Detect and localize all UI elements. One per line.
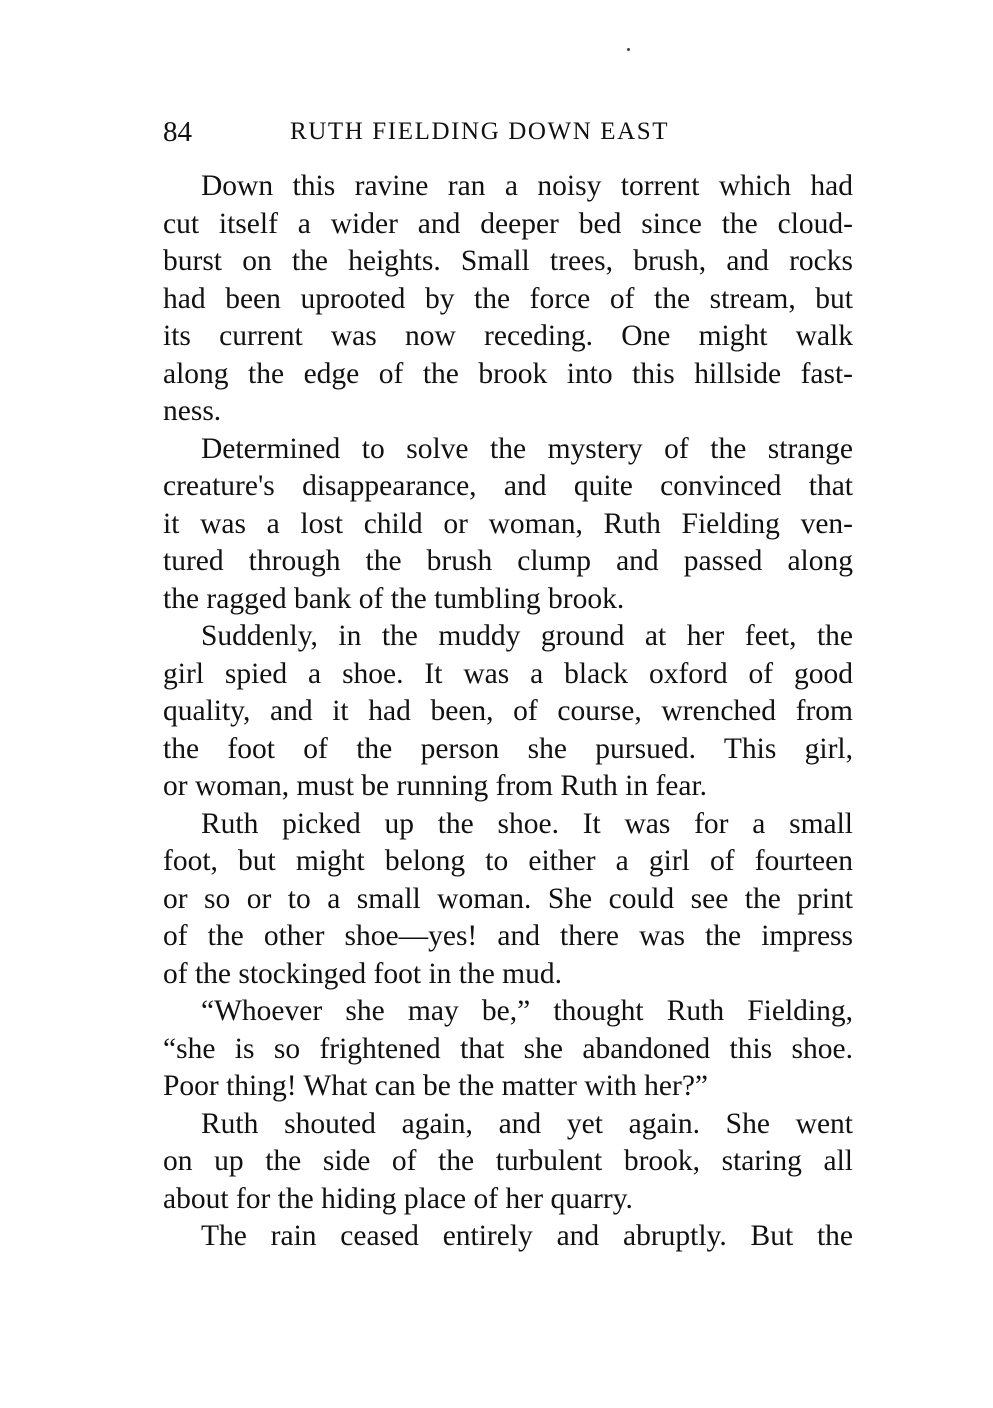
text-line: “she is so frightened that she abandoned this shoe. — [163, 1032, 853, 1065]
text-line: Ruth picked up the shoe. It was for a small — [201, 807, 853, 840]
text-line: it was a lost child or woman, Ruth Fielding ven- — [163, 507, 853, 540]
text-line: cut itself a wider and deeper bed since the cloud- — [163, 207, 853, 240]
paragraph — [163, 1218, 853, 1256]
text-line: or woman, must be running from Ruth in fear. — [163, 770, 708, 802]
running-title: RUTH FIELDING DOWN EAST — [290, 118, 670, 145]
paragraph — [163, 168, 853, 431]
text-line: of the other shoe—yes! and there was the impress — [163, 920, 853, 952]
text-line: The rain ceased entirely and abruptly. But the — [201, 1220, 853, 1252]
text-line: about for the hiding place of her quarry. — [163, 1182, 633, 1215]
text-line: Poor thing! What can be the matter with her?” — [163, 1070, 709, 1102]
text-line: on up the side of the turbulent brook, staring all — [163, 1145, 853, 1177]
text-line: Determined to solve the mystery of the strange — [201, 432, 853, 465]
paragraph — [163, 993, 853, 1106]
text-line: its current was now receding. One might walk — [163, 320, 853, 352]
paragraph — [163, 806, 853, 994]
text-line: foot, but might belong to either a girl of fourteen — [163, 845, 853, 877]
paragraph — [163, 431, 853, 619]
text-line: Ruth shouted again, and yet again. She went — [201, 1107, 853, 1140]
text-line: Down this ravine ran a noisy torrent which had — [201, 170, 853, 202]
text-line: girl spied a shoe. It was a black oxford of good — [163, 657, 853, 690]
text-line: or so or to a small woman. She could see the print — [163, 882, 853, 915]
ink-speck — [627, 48, 630, 51]
text-line: tured through the brush clump and passed along — [163, 545, 853, 577]
page-header — [163, 116, 853, 156]
text-line: the ragged bank of the tumbling brook. — [163, 582, 625, 615]
text-line: along the edge of the brook into this hillside fast- — [163, 357, 853, 390]
text-line: Suddenly, in the muddy ground at her feet, the — [201, 620, 853, 652]
page-number: 84 — [163, 116, 192, 148]
paragraph — [163, 618, 853, 806]
body-text — [163, 168, 853, 1256]
text-line: the foot of the person she pursued. This girl, — [163, 732, 853, 765]
text-line: ness. — [163, 395, 222, 427]
text-line: burst on the heights. Small trees, brush, and rocks — [163, 245, 853, 277]
text-line: creature's disappearance, and quite convinced that — [163, 470, 853, 502]
text-line: “Whoever she may be,” thought Ruth Fielding, — [201, 995, 853, 1027]
text-line: quality, and it had been, of course, wrenched from — [163, 695, 853, 727]
paragraph — [163, 1106, 853, 1219]
text-line: had been uprooted by the force of the stream, but — [163, 282, 853, 315]
text-line: of the stockinged foot in the mud. — [163, 957, 562, 990]
